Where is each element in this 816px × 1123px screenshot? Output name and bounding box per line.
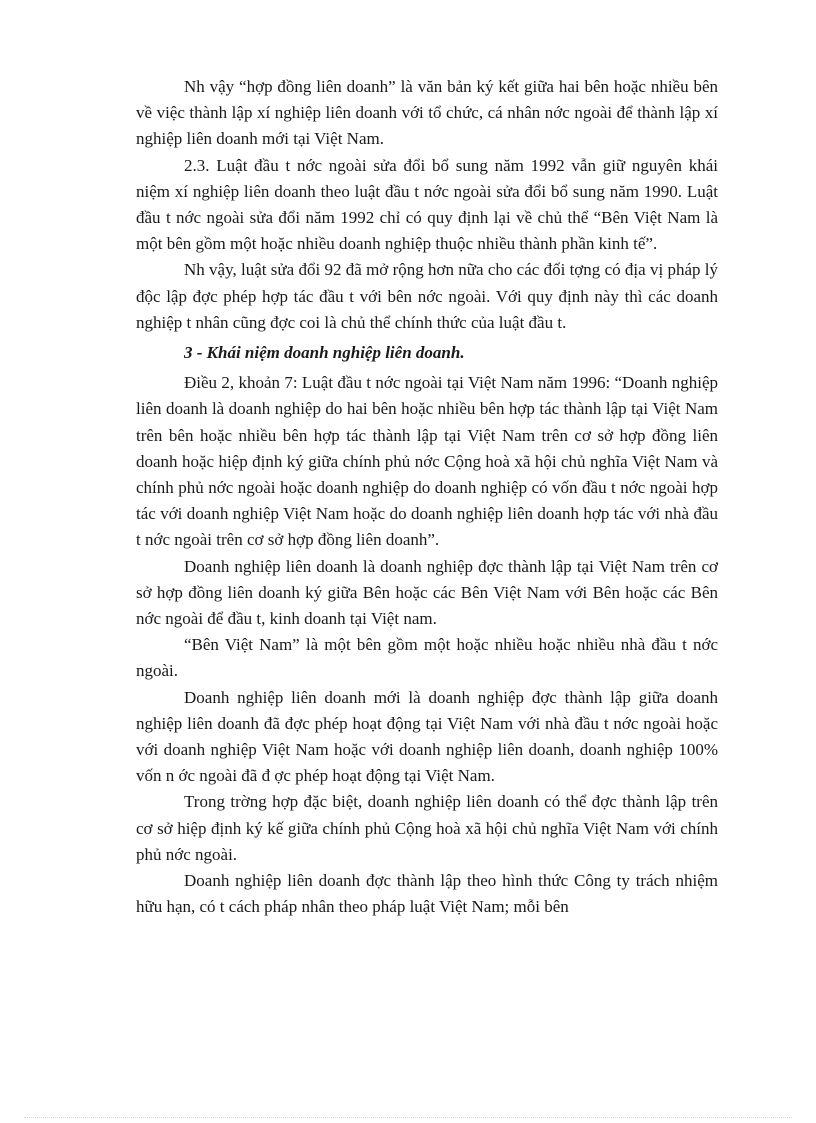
page-bottom-divider <box>24 1117 792 1119</box>
section-heading: 3 - Khái niệm doanh nghiệp liên doanh. <box>184 343 465 363</box>
paragraph: Trong trờng hợp đặc biệt, doanh nghiệp liên doanh có thể đợc thành lập trên cơ sở hiệp định ký kế giữa chính phủ Cộng hoà xã hội chủ nghĩa Việt Nam với chính phủ nớc ngoài. <box>136 792 718 864</box>
document-body <box>136 74 718 921</box>
paragraph: Doanh nghiệp liên doanh mới là doanh nghiệp đợc thành lập giữa doanh nghiệp liên doanh đã đợc phép hoạt động tại Việt Nam với nhà đầu t nớc ngoài hoặc với doanh nghiệp Việt Nam hoặc với doanh nghiệp liên doanh, doanh nghiệp 100% vốn n ớc ngoài đã đ ợc phép hoạt động tại Việt Nam. <box>136 687 718 786</box>
paragraph: Nh vậy, luật sửa đổi 92 đã mở rộng hơn nữa cho các đối tợng có địa vị pháp lý độc lập đợc phép hợp tác đầu t với bên nớc ngoài. Với quy định này thì các doanh nghiệp t nhân cũng đợc coi là chủ thể chính thức của luật đầu t. <box>136 260 718 332</box>
paragraph: “Bên Việt Nam” là một bên gồm một hoặc nhiều hoặc nhiều nhà đầu t nớc ngoài. <box>136 635 718 681</box>
paragraph: Điều 2, khoản 7: Luật đầu t nớc ngoài tại Việt Nam năm 1996: “Doanh nghiệp liên doanh là doanh nghiệp do hai bên hoặc nhiều bên hợp tác thành lập tại Việt Nam trên bên hoặc nhiều bên hợp tác thành lập tại Việt Nam trên cơ sở hợp đồng liên doanh hoặc hiệp định ký giữa chính phủ nớc Cộng hoà xã hội chủ nghĩa Việt Nam và chính phủ nớc ngoài hoặc doanh nghiệp do doanh nghiệp có vốn đầu t nớc ngoài hợp tác với doanh nghiệp Việt Nam hoặc do doanh nghiệp liên doanh hợp tác với nhà đầu t nớc ngoài trên cơ sở hợp đồng liên doanh”. <box>136 373 718 550</box>
paragraph: Doanh nghiệp liên doanh đợc thành lập theo hình thức Công ty trách nhiệm hữu hạn, có t cách pháp nhân theo pháp luật Việt Nam; mỗi bên <box>136 871 718 917</box>
paragraph: 2.3. Luật đầu t nớc ngoài sửa đổi bổ sung năm 1992 vẫn giữ nguyên khái niệm xí nghiệp liên doanh theo luật đầu t nớc ngoài sửa đổi bổ sung năm 1990. Luật đầu t nớc ngoài sửa đổi năm 1992 chỉ có quy định lại về chủ thể “Bên Việt Nam là một bên gồm một hoặc nhiều doanh nghiệp thuộc nhiều thành phần kinh tế”. <box>136 155 718 254</box>
paragraph: Doanh nghiệp liên doanh là doanh nghiệp đợc thành lập tại Việt Nam trên cơ sở hợp đồng liên doanh ký giữa Bên hoặc các Bên Việt Nam với Bên hoặc các Bên nớc ngoài để đầu t, kinh doanh tại Việt nam. <box>136 556 718 629</box>
paragraph: Nh vậy “hợp đồng liên doanh” là văn bản ký kết giữa hai bên hoặc nhiều bên về việc thành lập xí nghiệp liên doanh với tổ chức, cá nhân nớc ngoài để thành lập xí nghiệp liên doanh mới tại Việt Nam. <box>136 77 718 149</box>
